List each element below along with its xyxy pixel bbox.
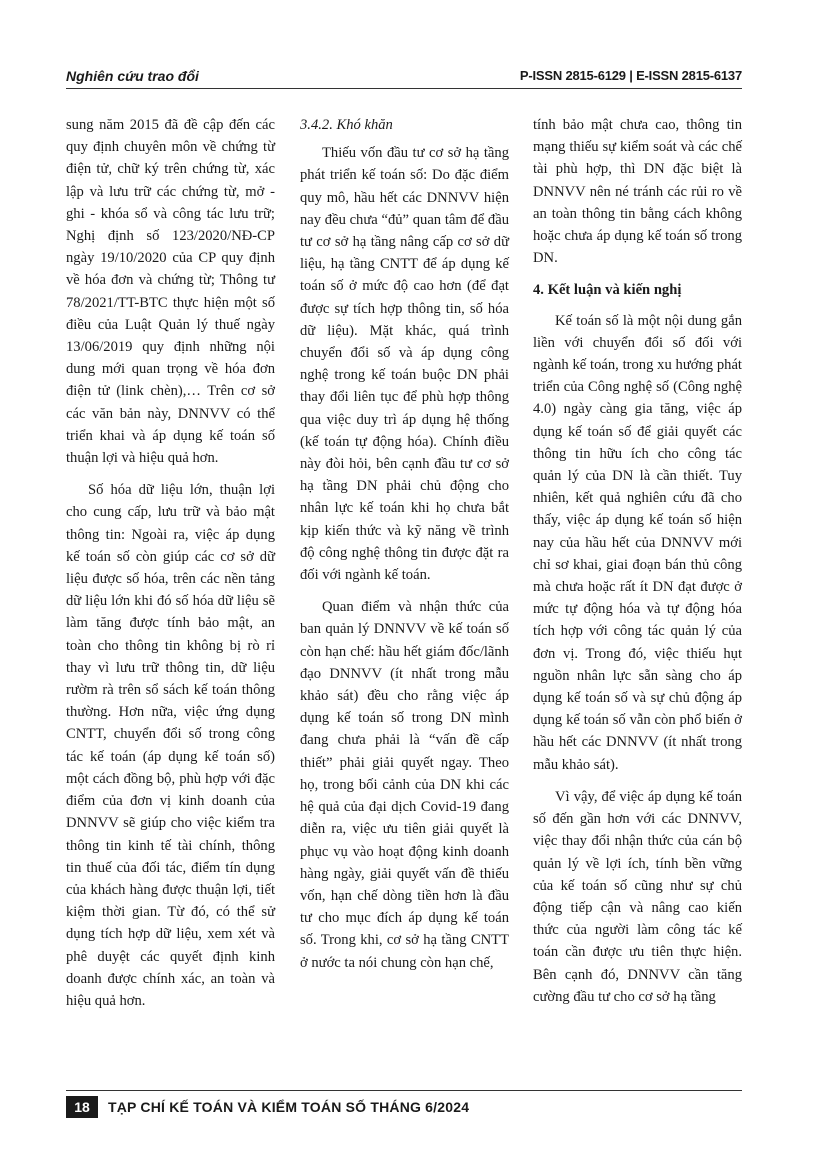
subsection-heading: 3.4.2. Khó khăn [300,117,393,133]
page-header [66,62,742,88]
page-number: 18 [66,1096,98,1118]
body-paragraph: sung năm 2015 đã đề cập đến các quy định chuyên môn về chứng từ điện tử, chữ ký trên chứng từ, xác lập và lưu trữ các chứng từ, mở - ghi - khóa sổ và công tác lưu trữ; Nghị định số 123/2020/NĐ-CP ngày 19/10/2020 của CP quy định về hóa đơn và chứng từ; Thông tư 78/2021/TT-BTC thực hiện một số điều của Luật Quản lý thuế ngày 13/06/2019 quy định những nội dung mới quan trọng về hóa đơn điện tử (link chèn),… Trên cơ sở các văn bản này, DNNVV có thể triển khai và áp dụng kế toán số thuận lợi và hiệu quả hơn. [66,117,275,467]
section-label: Nghiên cứu trao đổi [66,68,199,84]
header-divider [66,88,742,89]
body-paragraph: Quan điểm và nhận thức của ban quản lý DNNVV về kế toán số còn hạn chế: hầu hết giám đốc/lãnh đạo DNNVV (ít nhất trong mẫu khảo sát) đều cho rằng việc áp dụng kế toán số trong DN mình đang chưa phải là “vấn đề cấp thiết” phải giải quyết ngay. Theo họ, trong bối cảnh của DN khi các hệ quả của đại dịch Covid-19 đang diễn ra, việc ưu tiên giải quyết là phục vụ vào hoạt động kinh doanh hàng ngày, giải quyết vấn đề thiếu vốn, hạn chế dòng tiền hơn là đầu tư cho mục đích áp dụng kế toán số. Trong khi, cơ sở hạ tầng CNTT ở nước ta nói chung còn hạn chế, [300,599,509,971]
page-footer [66,1090,742,1120]
body-paragraph: tính bảo mật chưa cao, thông tin mạng thiếu sự kiểm soát và các chế tài phù hợp, thì DN đặc biệt là DNNVV nên né tránh các rủi ro về an toàn thông tin bằng cách không hoặc chưa áp dụng kế toán số trong DN. [533,117,742,267]
text-column-1 [66,114,275,1022]
journal-title: TẠP CHÍ KẾ TOÁN VÀ KIỂM TOÁN SỐ THÁNG 6/2024 [108,1099,470,1115]
issn-label: P-ISSN 2815-6129 | E-ISSN 2815-6137 [519,68,742,83]
text-column-2 [300,114,509,984]
section-heading: 4. Kết luận và kiến nghị [533,282,682,299]
text-column-3 [533,114,742,1018]
body-paragraph: Thiếu vốn đầu tư cơ sở hạ tầng phát triển kế toán số: Do đặc điểm quy mô, hầu hết các DNNVV hiện nay đều chưa “đủ” quan tâm để đầu tư cơ sở hạ tầng nâng cấp cơ sở dữ liệu, hạ tầng CNTT để áp dụng kế toán số ở mức độ cao hơn (để đạt được sự tích hợp thông tin, số hóa dữ liệu). Mặt khác, quá trình chuyển đổi số và áp dụng công nghệ trong kế toán buộc DN phải thay đổi liên tục để phù hợp thông qua việc duy trì áp dụng hệ thống (kế toán tự động hóa). Chính điều này đòi hỏi, bên cạnh đầu tư cơ sở hạ tầng DN phải chủ động cho nhân lực kế toán khi họ chưa bắt kịp kiến thức và kỹ năng về trình độ công nghệ thông tin được đặt ra đối với ngành kế toán. [300,145,509,584]
body-paragraph: Vì vậy, để việc áp dụng kế toán số đến gần hơn với các DNNVV, việc thay đổi nhận thức của cán bộ quản lý về lợi ích, tính bền vững của kế toán số cũng như sự chủ động tiếp cận và nâng cao kiến thức của người làm công tác kế toán cần được ưu tiên thực hiện. Bên cạnh đó, DNNVV cần tăng cường đầu tư cho cơ sở hạ tầng [533,788,742,1005]
footer-divider [66,1090,742,1091]
body-paragraph: Kế toán số là một nội dung gắn liền với chuyển đổi số đối với ngành kế toán, trong xu hướng phát triển của Công nghệ số (Công nghệ 4.0) ngày càng gia tăng, việc áp dụng kế toán số để giải quyết các thông tin hữu ích cho công tác quản lý của DN là cần thiết. Tuy nhiên, kết quả nghiên cứu đã cho thấy, việc áp dụng kế toán số hiện nay của hầu hết của DNNVV mới chỉ sơ khai, giai đoạn bán thủ công mà chưa hoặc rất ít DN đạt được ở mức tự động hóa và tự động hóa tích hợp với công tác quản lý của đơn vị. Trong đó, việc thiếu hụt nguồn nhân lực sẵn sàng cho áp dụng kế toán số và sự chủ động áp dụng kế toán số vẫn còn phổ biến ở hầu hết các DNNVV (ít nhất trong mẫu khảo sát). [533,312,742,773]
body-paragraph: Số hóa dữ liệu lớn, thuận lợi cho cung cấp, lưu trữ và bảo mật thông tin: Ngoài ra, việc áp dụng kế toán số còn giúp các cơ sở dữ liệu được số hóa, trên các nền tảng dữ liệu lớn khi đó số hóa dữ liệu sẽ làm tăng được tính bảo mật, an toàn cho thông tin không bị rò rỉ thay vì lưu trữ thông tin, dữ liệu rườm rà trên sổ sách kế toán thông thường. Hơn nữa, việc ứng dụng CNTT, chuyển đổi số trong công tác kế toán (áp dụng kế toán số) một cách đồng bộ, phù hợp với đặc điểm của đơn vị kinh doanh của DNNVV sẽ giúp cho việc kiểm tra thông tin kinh tế tài chính, thông tin thuế của đối tác, điểm tín dụng của khách hàng được thuận lợi, tiết kiệm thời gian. Từ đó, có thể sử dụng tích hợp dữ liệu, xem xét và phê duyệt các quyết định kinh doanh được chính xác, an toàn và hiệu quả hơn. [66,482,275,1009]
